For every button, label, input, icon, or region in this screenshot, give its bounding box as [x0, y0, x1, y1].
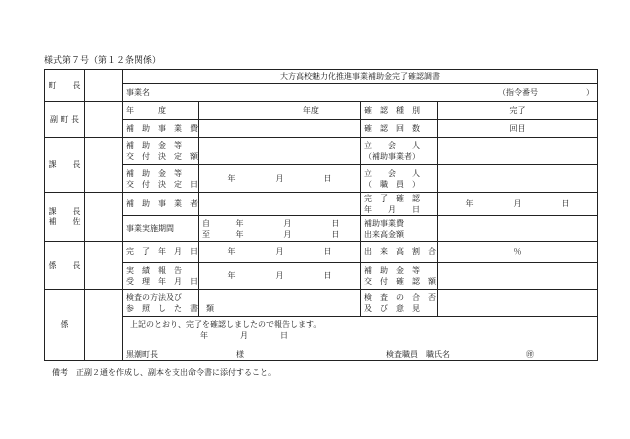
seal-box-deputy-chief — [85, 102, 123, 138]
seal-box-staff — [85, 290, 123, 361]
grant-confirmed-amount-value[interactable] — [438, 263, 598, 290]
inspection-method-label: 検査の方法及び 参 照 し た 書 類 — [123, 290, 199, 317]
approver-chief: 町 長 — [45, 70, 85, 102]
signature-line — [126, 350, 594, 360]
directive-number: （指令番号 ） — [498, 87, 594, 97]
inspection-result-value[interactable] — [438, 290, 598, 317]
witness-grantee-label: 立 会 人 （補助事業者） — [361, 138, 438, 165]
approver-staff: 係 — [45, 290, 85, 361]
seal-box-section-chief — [85, 138, 123, 193]
confirmation-count-label: 確 認 回 数 — [361, 120, 438, 138]
project-name-label: 事業名 — [126, 87, 150, 97]
grantee-value[interactable] — [199, 193, 361, 216]
approver-section-chief: 課 長 — [45, 138, 85, 193]
project-period-label: 事業実施期間 — [123, 216, 199, 242]
progress-amount-label: 補助事業費 出来高金額 — [361, 216, 438, 242]
seal-box-chief — [85, 70, 123, 102]
confirmation-count-value[interactable]: 回目 — [438, 120, 598, 138]
remark-note: 備考 正副２通を作成し、副本を支出命令書に添付すること。 — [52, 368, 276, 377]
report-receipt-date-value[interactable]: 年 月 日 — [199, 263, 361, 290]
form-number: 様式第７号（第１２条関係） — [44, 56, 162, 66]
subsidy-cost-label: 補 助 事 業 費 — [123, 120, 199, 138]
project-period-value[interactable]: 自 年 月 日 至 年 月 日 — [199, 216, 361, 242]
fiscal-year-value[interactable]: 年度 — [199, 102, 361, 120]
seal-box-assistant-section-chief — [85, 193, 123, 242]
form-title: 大方高校魅力化推進事業補助金完了確認調書 — [123, 70, 598, 84]
inspection-result-label: 検 査 の 合 否 及 び 意 見 — [361, 290, 438, 317]
confirmation-type-value[interactable]: 完了 — [438, 102, 598, 120]
seal-mark: ㊞ — [526, 350, 534, 359]
witness-staff-label: 立 会 人 （ 職 員 ） — [361, 165, 438, 193]
witness-staff-value[interactable] — [438, 165, 598, 193]
progress-amount-value[interactable] — [438, 216, 598, 242]
fiscal-year-label: 年 度 — [123, 102, 199, 120]
grantee-label: 補 助 事 業 者 — [123, 193, 199, 216]
grant-decision-date-value[interactable]: 年 月 日 — [199, 165, 361, 193]
completion-confirmation-date-label: 完 了 確 認 年 月 日 — [361, 193, 438, 216]
report-block — [123, 317, 598, 361]
approver-deputy-chief: 副 町 長 — [45, 102, 85, 138]
grant-decision-amount-label: 補 助 金 等 交 付 決 定 額 — [123, 138, 199, 165]
report-text: 上記のとおり、完了を確認しましたので報告します。 — [130, 320, 322, 329]
grant-decision-amount-value[interactable] — [199, 138, 361, 165]
grant-decision-date-label: 補 助 金 等 交 付 決 定 日 — [123, 165, 199, 193]
progress-ratio-value[interactable]: ％ — [438, 242, 598, 263]
progress-ratio-label: 出 来 高 割 合 — [361, 242, 438, 263]
completion-confirmation-form — [44, 69, 598, 361]
approver-subsection-chief: 係 長 — [45, 242, 85, 290]
completion-date-label: 完 了 年 月 日 — [123, 242, 199, 263]
report-receipt-date-label: 実 績 報 告 受 理 年 月 日 — [123, 263, 199, 290]
witness-grantee-value[interactable] — [438, 138, 598, 165]
inspector-name-label: 検査職員 職氏名 — [386, 350, 450, 359]
addressee-honorific: 様 — [236, 350, 244, 359]
addressee: 黒潮町長 — [126, 350, 158, 359]
confirmation-type-label: 確 認 種 別 — [361, 102, 438, 120]
grant-confirmed-amount-label: 補 助 金 等 交 付 確 認 額 — [361, 263, 438, 290]
subsidy-cost-value[interactable] — [199, 120, 361, 138]
project-name-field[interactable] — [123, 84, 598, 102]
seal-box-subsection-chief — [85, 242, 123, 290]
report-date: 年 月 日 — [200, 331, 288, 340]
completion-confirmation-date-value[interactable]: 年 月 日 — [438, 193, 598, 216]
completion-date-value[interactable]: 年 月 日 — [199, 242, 361, 263]
inspection-method-value[interactable] — [199, 290, 361, 317]
approver-assistant-section-chief: 課 長 補 佐 — [45, 193, 85, 242]
